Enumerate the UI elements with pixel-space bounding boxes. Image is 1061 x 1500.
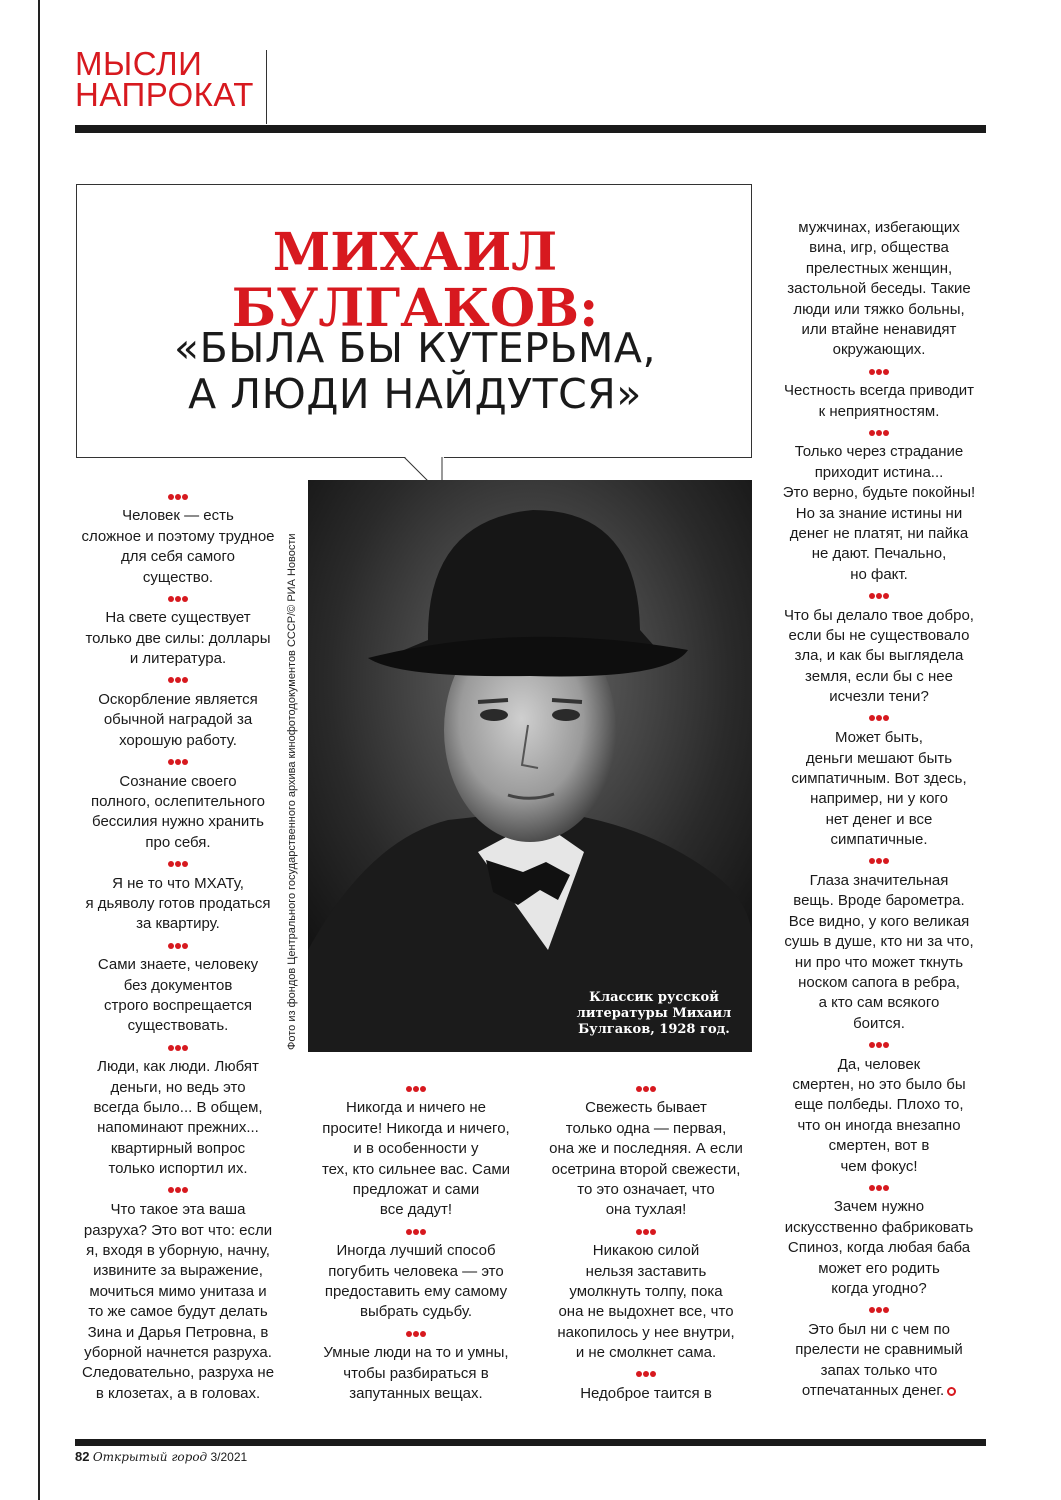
photo-caption: Классик русской литературы Михаил Булгаков, 1928 год. (576, 990, 732, 1037)
quote-separator-dots (772, 422, 986, 442)
quote-separator-dots (772, 361, 986, 381)
quotes-column-middle-2 (540, 1078, 752, 1404)
magazine-name: Открытый город (92, 1450, 208, 1464)
headline-speech-bubble (76, 184, 752, 458)
rubric-line-1: МЫСЛИ (75, 45, 203, 82)
headline-name-line-2: БУЛГАКОВ: (231, 278, 599, 339)
quote-text: Оскорбление является обычной наградой за хорошую работу. (98, 691, 258, 749)
quote-separator-dots (540, 1078, 752, 1098)
quote-text: Что такое эта ваша разруха? Это вот что: если я, входя в уборную, начну, извините за выражение, мочиться мимо унитаза и то же самое будут делать Зина и Дарья Петровна, в уборной начнется разруха. Следовательно, разруха не в клозетах, а в головах. (81, 1201, 275, 1402)
headline-quote (77, 325, 753, 417)
left-margin-rule (38, 0, 40, 1500)
quote-text: Умные люди на то и умны, чтобы разбираться в запутанных вещах. (323, 1344, 509, 1403)
quote-separator-dots (540, 1221, 752, 1241)
quote-text: Только через страдание приходит истина... Это верно, будьте покойны! Но за знание истины ни денег не платят, ни пайка не дают. Печально, но факт. (782, 443, 976, 583)
quote-separator-dots (76, 751, 280, 771)
quote-separator-dots (76, 670, 280, 690)
rubric-divider (266, 50, 267, 124)
quote-continued: мужчинах, избегающих вина, игр, общества прелестных женщин, застольной беседы. Такие люди или тяжко больны, или втайне ненавидят окружающих. (787, 219, 971, 359)
quote-text: Глаза значительная вещь. Вроде барометра. Все видно, у кого великая сушь в душе, кто ни за что, ни про что может ткнуть носком сапога в ребра, а кто сам всякого боится. (784, 871, 974, 1032)
quote-text: Честность всегда приводит к неприятностям. (783, 382, 975, 420)
quotes-column-middle-1 (308, 1078, 524, 1404)
rubric-line-2: НАПРОКАТ (75, 76, 254, 113)
quote-text: Может быть, деньги мешают быть симпатичным. Вот здесь, например, ни у кого нет денег и все симпатичные. (791, 729, 967, 849)
quote-separator-dots (76, 1037, 280, 1057)
quote-text: Свежесть бывает только одна — первая, она же и последняя. А если осетрина второй свежести, то это означает, что она тухлая! (549, 1099, 743, 1219)
quote-separator-dots (308, 1078, 524, 1098)
quote-text: Сознание своего полного, ослепительного бессилия нужно хранить про себя. (91, 772, 265, 851)
quote-separator-dots (308, 1221, 524, 1241)
quote-text: Никогда и ничего не просите! Никогда и ничего, и в особенности у тех, кто сильнее вас. Сами предложат и сами все дадут! (321, 1099, 511, 1219)
page-number: 82 (75, 1449, 90, 1464)
headline-quote-line-1: «БЫЛА БЫ КУТЕРЬМА, (174, 324, 656, 372)
quote-separator-dots (772, 708, 986, 728)
quote-text: Я не то что МХАТу, я дьяволу готов продаться за квартиру. (85, 874, 271, 933)
header-rule (75, 125, 986, 133)
quote-text: Зачем нужно искусственно фабриковать Спиноз, когда любая баба может его родить когда угодно? (784, 1198, 974, 1298)
quote-text: На свете существует только две силы: доллары и литература. (85, 609, 271, 668)
quote-text: Недоброе таится в (580, 1385, 712, 1403)
footer-rule (75, 1439, 986, 1446)
quotes-column-right (772, 218, 986, 1401)
quotes-column-left (76, 486, 280, 1404)
quote-separator-dots (76, 486, 280, 506)
article-end-mark-icon (947, 1387, 956, 1396)
quote-separator-dots (76, 588, 280, 608)
quote-text: Это был ни с чем по прелести не сравнимый запах только что отпечатанных денег. (795, 1320, 963, 1400)
page-footer (75, 1449, 247, 1464)
section-rubric (75, 45, 254, 113)
photo-credit: Фото из фондов Центрального государственного архива кинофотодокументов СССР/© РИА Новости (286, 533, 298, 1050)
quote-separator-dots (772, 1034, 986, 1054)
quote-separator-dots (772, 1177, 986, 1197)
quote-separator-dots (76, 853, 280, 873)
quote-text: Иногда лучший способ погубить человека — это предоставить ему самому выбрать судьбу. (324, 1242, 508, 1321)
quote-text: Никакою силой нельзя заставить умолкнуть толпу, пока она не выдохнет все, что накопилось у нее внутри, и не смолкнет сама. (557, 1242, 735, 1362)
quote-separator-dots (76, 935, 280, 955)
quote-separator-dots (308, 1323, 524, 1343)
quote-text: Люди, как люди. Любят деньги, но ведь это всегда было... В общем, напоминают прежних... квартирный вопрос только испортил их. (93, 1058, 263, 1178)
quote-separator-dots (76, 1180, 280, 1200)
headline-name (77, 222, 753, 339)
quote-text: Сами знаете, человеку без документов строго воспрещается существовать. (97, 956, 259, 1035)
quote-separator-dots (772, 1299, 986, 1319)
issue-number: 3/2021 (210, 1450, 248, 1464)
author-portrait-photo (308, 480, 752, 1052)
quote-separator-dots (772, 585, 986, 605)
quote-text: Да, человек смертен, но это было бы еще полбеды. Плохо то, что он иногда внезапно смертен, вот в чем фокус! (792, 1055, 966, 1175)
quote-separator-dots (772, 851, 986, 871)
quote-text: Что бы делало твое добро, если бы не существовало зла, и как бы выглядела земля, если бы с нее исчезли тени? (784, 606, 974, 706)
headline-name-line-1: МИХАИЛ (272, 222, 558, 283)
headline-quote-line-2: А ЛЮДИ НАЙДУТСЯ» (188, 370, 642, 418)
quote-text: Человек — есть сложное и поэтому трудное для себя самого существо. (81, 507, 275, 586)
quote-separator-dots (540, 1364, 752, 1384)
